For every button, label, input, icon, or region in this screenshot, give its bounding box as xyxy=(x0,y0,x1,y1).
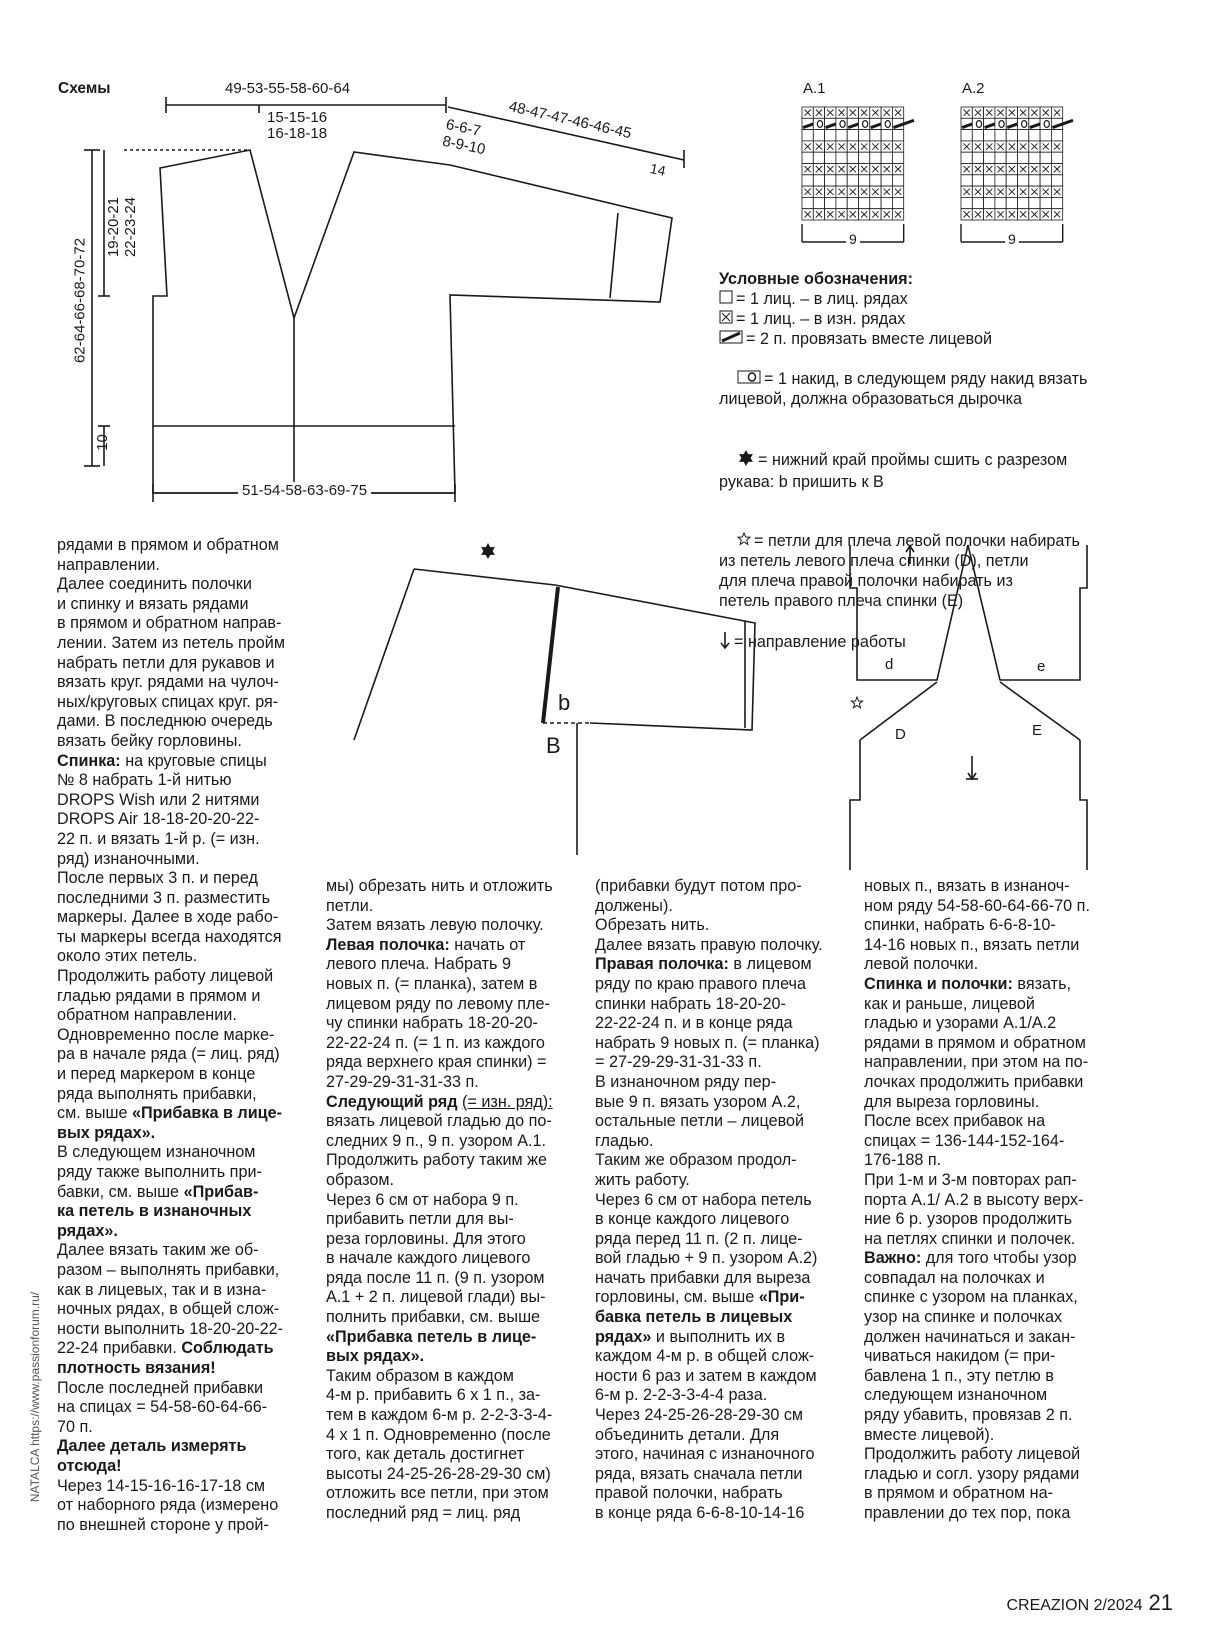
chart-cell xyxy=(972,175,983,186)
chart-cell xyxy=(1040,197,1051,208)
chart-cell xyxy=(1018,152,1029,163)
label-yoke-d: d xyxy=(885,656,894,673)
chart-cell xyxy=(881,175,892,186)
chart-cell xyxy=(813,175,824,186)
chart-a1-title: A.1 xyxy=(803,80,826,97)
magazine-name: CREAZION 2/2024 xyxy=(1006,1597,1143,1614)
text-column-2: мы) обрезать нить и отложить петли. Затем вязать левую полочку. Левая полочка: начать от левого плеча. Набрать 9 новых п. (= планка), затем в лицевом ряду по левому пле- чу спинки набрать 18-20-20- 22-22-24 п. (= 1 п. из каждого ряда верхнего края спинки) = 27-29-29-31-31-33 п. Следующий ряд (= изн. ряд): вязать лицевой гладью до по- следних 9 п., 9 п. узором А.1. Продолжить работу таким же образом. Через 6 см от набора 9 п. прибавить петли для вы- реза горловины. Для этого в начале каждого лицевого ряда после 11 п. (9 п. узором А.1 + 2 п. лицевой глади) вы- полнить прибавки, см. выше «Прибавка петель в лице- вых рядах». Таким образом в каждом 4-м р. прибавить 6 х 1 п., за- тем в каждом 6-м р. 2-2-3-3-4- 4 х 1 п. Одновременно (после того, как деталь достигнет высоты 24-25-26-28-29-30 см) отложить все петли, при этом последний ряд = лиц. ряд xyxy=(326,877,553,1522)
chart-cell xyxy=(984,130,995,141)
chart-cell xyxy=(961,130,972,141)
chart-cell xyxy=(1040,175,1051,186)
label-shoulder: 6-6-7 8-9-10 xyxy=(440,116,487,159)
chart-cell xyxy=(881,130,892,141)
chart-cell xyxy=(1029,130,1040,141)
arrow-up-icon xyxy=(906,546,914,564)
chart-cell xyxy=(1018,130,1029,141)
legend-title: Условные обозначения: xyxy=(719,270,914,288)
page-footer xyxy=(1006,1590,1173,1616)
chart-cell xyxy=(1029,175,1040,186)
chart-cell xyxy=(892,197,903,208)
label-length: 62-64-66-68-70-72 xyxy=(71,237,89,364)
chart-cell xyxy=(825,175,836,186)
star-solid-icon xyxy=(481,543,495,559)
chart-cell xyxy=(1040,130,1051,141)
chart-cell xyxy=(825,152,836,163)
chart-a2-title: A.2 xyxy=(962,80,985,97)
chart-cell xyxy=(1051,175,1062,186)
label-sleeve-b: b xyxy=(558,690,571,715)
chart-cell xyxy=(961,152,972,163)
chart-cell xyxy=(892,130,903,141)
chart-cell xyxy=(836,130,847,141)
chart-cell xyxy=(870,130,881,141)
legend-item-k2tog: = 2 п. провязать вместе лицевой xyxy=(719,330,1087,350)
legend-item-yo: = 1 накид, в следующем ряду накид вязать лицевой, должна образоваться дырочка xyxy=(719,369,1088,408)
label-width-bottom: 51-54-58-63-69-75 xyxy=(238,482,371,499)
chart-cell xyxy=(961,197,972,208)
label-width-top: 49-53-55-58-60-64 xyxy=(225,80,351,97)
arrow-down-icon xyxy=(966,756,978,779)
chart-cell xyxy=(892,175,903,186)
chart-cell xyxy=(859,130,870,141)
chart-cell xyxy=(961,175,972,186)
chart-cell xyxy=(984,175,995,186)
chart-a2-repeat: 9 xyxy=(1005,231,1019,247)
label-yoke-E: E xyxy=(1032,722,1043,739)
chart-cell xyxy=(995,175,1006,186)
chart-cell xyxy=(802,175,813,186)
chart-cell xyxy=(859,152,870,163)
yarn-over-icon xyxy=(737,370,761,390)
knit-square-icon xyxy=(719,290,733,310)
chart-cell xyxy=(836,175,847,186)
chart-cell xyxy=(972,197,983,208)
chart-cell xyxy=(984,197,995,208)
chart-a1-repeat: 9 xyxy=(846,231,860,247)
chart-cell xyxy=(802,152,813,163)
label-armhole: 19-20-21 22-23-24 xyxy=(105,196,139,258)
chart-cell xyxy=(881,152,892,163)
text-column-4: новых п., вязать в изнаноч- ном ряду 54-58-60-64-66-70 п. спинки, набрать 6-6-8-10- 14-16 новых п., вязать петли левой полочки. Спинка и полочки: вязать, как и раньше, лицевой гладью и узорами А.1/А.2 рядами в прямом и обратном направлении, при этом на по- лочках продолжить прибавки для выреза горловины. После всех прибавок на спицах = 136-144-152-164- 176-188 п. При 1-м и 3-м повторах рап- порта А.1/ А.2 в высоту верх- ние 6 р. узоров продолжить на петлях спинки и полочек. Важно: для того чтобы узор совпадал на полочках и спинке с узором на планках, узор на спинке и полочках должен начинаться и закан- чиваться накидом (= при- бавлена 1 п., эту петлю в следующем изнаночном ряду убавить, провязав 2 п. вместе лицевой). Продолжить работу лицевой гладью и согл. узору рядами в прямом и обратном на- правлении до тех пор, пока xyxy=(864,877,1090,1522)
chart-cell xyxy=(813,197,824,208)
chart-cell xyxy=(1051,130,1062,141)
chart-cell xyxy=(881,197,892,208)
chart-cell xyxy=(1006,152,1017,163)
chart-cell xyxy=(995,197,1006,208)
chart-cell xyxy=(1006,197,1017,208)
chart-cell xyxy=(1018,197,1029,208)
label-sleeve-B: B xyxy=(546,733,561,758)
chart-cell xyxy=(870,175,881,186)
chart-cell xyxy=(859,197,870,208)
chart-cell xyxy=(813,152,824,163)
star-outline-icon xyxy=(852,697,863,708)
chart-cell xyxy=(972,152,983,163)
chart-cell xyxy=(870,152,881,163)
legend-item-star-outline: = петли для плеча левой полочки набирать из петель левого плеча спинки (D), петли для плеча правой полочки набирать из петель правого плеча спинки (E) xyxy=(719,532,1080,610)
label-sleeve-length: 48-47-47-46-46-45 xyxy=(507,98,633,143)
chart-cell xyxy=(995,130,1006,141)
chart-cell xyxy=(836,197,847,208)
chart-cell xyxy=(1018,175,1029,186)
chart-cell xyxy=(825,197,836,208)
chart-cell xyxy=(1029,152,1040,163)
legend-item-knit: = 1 лиц. – в лиц. рядах xyxy=(719,290,1087,310)
schemes-title: Схемы xyxy=(58,80,111,97)
legend-item-arrow: = направление работы xyxy=(719,631,1087,655)
chart-cell xyxy=(1006,175,1017,186)
chart-cell xyxy=(892,152,903,163)
label-cuff: 14 xyxy=(648,160,668,179)
chart-cell xyxy=(1051,197,1062,208)
label-yoke-D: D xyxy=(895,726,906,743)
chart-cell xyxy=(859,175,870,186)
watermark: NATALCA https://www.passionforum.ru/ xyxy=(28,1291,43,1503)
k2tog-icon xyxy=(719,330,743,350)
chart-cell xyxy=(984,152,995,163)
text-column-3: (прибавки будут потом про- должены). Обрезать нить. Далее вязать правую полочку. Правая полочка: в лицевом ряду по краю правого плеча спинки набрать 18-20-20- 22-22-24 п. и в конце ряда набрать 9 новых п. (= планка) = 27-29-29-31-31-33 п. В изнаночном ряду пер- вые 9 п. вязать узором А.2, остальные петли – лицевой гладью. Таким же образом продол- жить работу. Через 6 см от набора петель в конце каждого лицевого ряда перед 11 п. (2 п. лице- вой гладью + 9 п. узором А.2) начать прибавки для выреза горловины, см. выше «При- бавка петель в лицевых рядах» и выполнить их в каждом 4-м р. в общей слож- ности 6 раз и затем в каждом 6-м р. 2-2-3-3-4-4 раза. Через 24-25-26-28-29-30 см объединить детали. Для этого, начиная с изнаночного ряда, вязать сначала петли правой полочки, набрать в конце ряда 6-6-8-10-14-16 xyxy=(595,877,823,1522)
yoke-diagram xyxy=(840,540,1100,870)
star-solid-icon xyxy=(737,449,755,473)
chart-cell xyxy=(1051,152,1062,163)
chart-cell xyxy=(870,197,881,208)
chart-cell xyxy=(847,175,858,186)
chart-cell xyxy=(802,130,813,141)
label-rib: 10 xyxy=(93,434,111,451)
chart-cell xyxy=(847,152,858,163)
chart-cell xyxy=(1029,197,1040,208)
label-yoke-e: e xyxy=(1037,658,1046,675)
chart-cell xyxy=(995,152,1006,163)
cross-square-icon xyxy=(719,310,733,330)
chart-cell xyxy=(825,130,836,141)
legend-item-cross: = 1 лиц. – в изн. рядах xyxy=(719,310,1087,330)
chart-cell xyxy=(972,130,983,141)
legend-item-star-solid: = нижний край проймы сшить с разрезом рукава: b пришить к B xyxy=(719,429,1087,512)
chart-cell xyxy=(813,130,824,141)
chart-cell xyxy=(836,152,847,163)
chart-cell xyxy=(1006,130,1017,141)
label-neck-width: 15-15-16 16-18-18 xyxy=(267,109,328,142)
chart-cell xyxy=(847,197,858,208)
text-column-1: рядами в прямом и обратном направлении. Далее соединить полочки и спинку и вязать рядами в прямом и обратном направ- лении. Затем из петель пройм набрать петли для рукавов и вязать круг. рядами на чулоч- ных/круговых спицах круг. ря- дами. В последнюю очередь вязать бейку горловины. Спинка: на круговые спицы № 8 набрать 1-й нитью DROPS Wish или 2 нитями DROPS Air 18-18-20-20-22- 22 п. и вязать 1-й р. (= изн. ряд) изнаночными. После первых 3 п. и перед последними 3 п. разместить маркеры. Далее в ходе рабо- ты маркеры всегда находятся около этих петель. Продолжить работу лицевой гладью рядами в прямом и обратном направлении. Одновременно после марке- ра в начале ряда (= лиц. ряд) и перед маркером в конце ряда выполнять прибавки, см. выше «Прибавка в лице- вых рядах». В следующем изнаночном ряду также выполнить при- бавки, см. выше «Прибав- ка петель в изнаночных рядах». Далее вязать таким же об- разом – выполнять прибавки, как в лицевых, так и в изна- ночных рядах, в общей слож- ности выполнить 18-20-20-22- 22-24 прибавки. Соблюдать плотность вязания! После последней прибавки на спицах = 54-58-60-64-66- 70 п. Далее деталь измерять отсюда! Через 14-15-16-16-17-18 см от наборного ряда (измерено по внешней стороне у прой- xyxy=(57,536,285,1534)
chart-cell xyxy=(847,130,858,141)
chart-cell xyxy=(802,197,813,208)
chart-cell xyxy=(1040,152,1051,163)
page-number: 21 xyxy=(1148,1590,1173,1615)
